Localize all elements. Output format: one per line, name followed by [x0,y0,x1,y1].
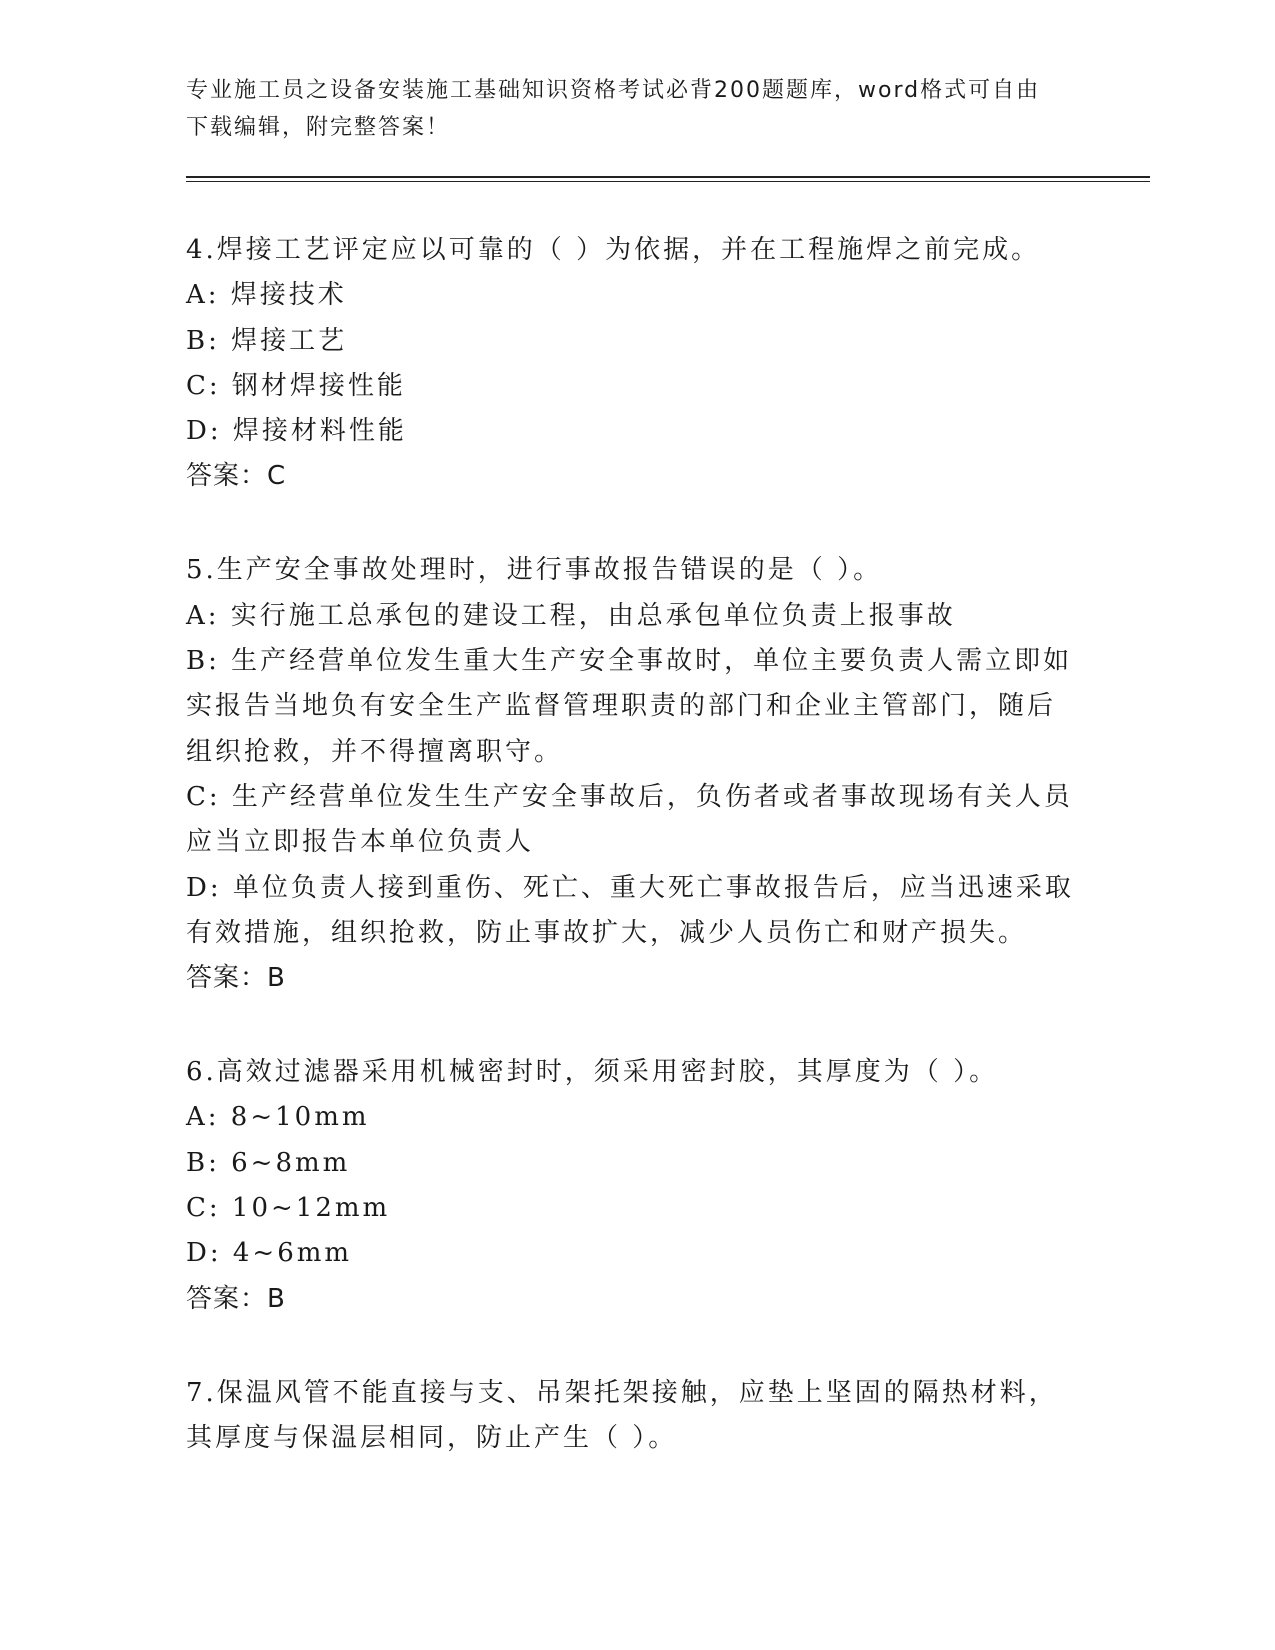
option-c [186,775,1086,866]
header-rule-thin [186,181,1150,182]
option-c-line: 应当立即报告本单位负责人 [186,827,535,858]
option-b-line: B: 生产经营单位发生重大生产安全事故时，单位主要负责人需立即如 [186,646,1073,677]
answer: 答案：B [186,963,286,994]
option-d-line: 有效措施，组织抢救，防止事故扩大，减少人员伤亡和财产损失。 [186,917,1028,948]
option-b [186,639,1086,775]
question-stem: 6.高效过滤器采用机械密封时，须采用密封胶，其厚度为（ ）。 [186,1057,999,1088]
option-c: C: 10~12mm [186,1193,391,1224]
question-stem: 5.生产安全事故处理时，进行事故报告错误的是（ ）。 [186,555,883,586]
header-line-1: 专业施工员之设备安装施工基础知识资格考试必背200题题库，word格式可自由 [186,78,1041,103]
option-c: C: 钢材焊接性能 [186,370,406,401]
option-a: A: 8~10mm [186,1102,370,1133]
header-rule-thick [186,176,1150,178]
option-a: A: 实行施工总承包的建设工程，由总承包单位负责上报事故 [186,600,956,631]
question-6 [186,1050,1086,1321]
question-7 [186,1371,1086,1462]
question-stem: 4.焊接工艺评定应以可靠的（ ）为依据，并在工程施焊之前完成。 [186,235,1041,265]
header-line-2: 下载编辑，附完整答案！ [186,115,451,140]
option-b-line: 实报告当地负有安全生产监督管理职责的部门和企业主管部门，随后 [186,691,1057,722]
option-d: D: 焊接材料性能 [186,416,407,447]
option-d: D: 4~6mm [186,1238,353,1269]
option-d-line: D: 单位负责人接到重伤、死亡、重大死亡事故报告后，应当迅速采取 [186,872,1074,903]
answer: 答案：B [186,1283,286,1314]
question-stem-line: 其厚度与保温层相同，防止产生（ ）。 [186,1422,678,1453]
answer: 答案：C [186,461,287,492]
option-d [186,866,1086,957]
question-stem-line: 7.保温风管不能直接与支、吊架托架接触，应垫上坚固的隔热材料， [186,1377,1058,1408]
option-b-line: 组织抢救，并不得擅离职守。 [186,736,564,767]
option-a: A: 焊接技术 [186,280,347,311]
option-c-line: C: 生产经营单位发生生产安全事故后，负伤者或者事故现场有关人员 [186,781,1073,812]
document-header [186,72,1066,146]
question-list [186,228,1086,1510]
option-b: B: 6~8mm [186,1147,351,1178]
question-4 [186,228,1086,499]
question-5 [186,548,1086,1001]
option-b: B: 焊接工艺 [186,325,348,356]
